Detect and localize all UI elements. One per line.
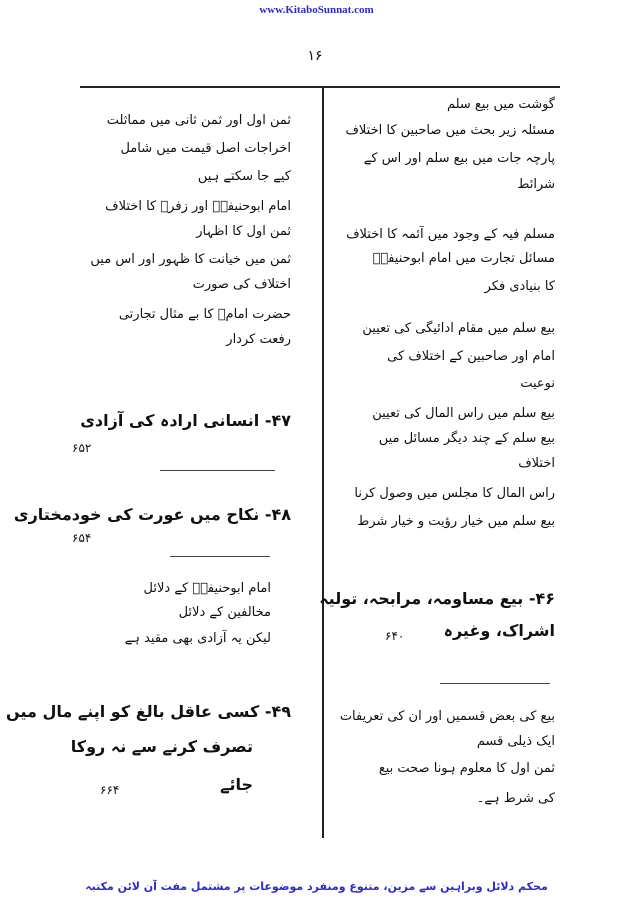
toc-entry: ایک ذیلی قسم	[476, 734, 555, 749]
toc-entry: مسائل تجارت میں امام ابوحنیفہؒ	[372, 251, 555, 266]
toc-entry: حضرت امامؒ کا بے مثال تجارتی	[118, 307, 291, 322]
chapter-49-page: ۶۶۴	[100, 783, 120, 797]
toc-entry: بیع سلم میں راس المال کی تعیین	[372, 406, 555, 421]
toc-entry: مخالفین کے دلائل	[178, 605, 271, 620]
toc-entry: کیے جا سکتے ہیں	[197, 169, 291, 184]
toc-entry: بیع سلم میں مقام ادائیگی کی تعیین	[362, 321, 555, 336]
toc-entry: اختلاف کی صورت	[192, 277, 291, 292]
chapter-48-page: ۶۵۴	[72, 531, 92, 545]
toc-entry: مسئلہ زیر بحث میں صاحبین کا اختلاف	[345, 123, 555, 138]
toc-entry: ثمن اول کا معلوم ہونا صحت بیع	[378, 761, 555, 776]
chapter-47-page: ۶۵۲	[72, 441, 92, 455]
toc-entry: ثمن میں خیانت کا ظہور اور اس میں	[90, 252, 291, 267]
toc-entry: مسلم فیہ کے وجود میں آئمہ کا اختلاف	[346, 227, 555, 242]
toc-entry: لیکن یہ آزادی بھی مقید ہے	[124, 631, 271, 646]
column-divider	[322, 86, 324, 838]
toc-entry: رفعت کردار	[226, 332, 291, 347]
chapter-46-title: ۴۶- بیع مساومہ، مرابحہ، تولیہ	[319, 589, 555, 608]
toc-entry: نوعیت	[520, 376, 555, 391]
toc-entry: اخراجات اصل قیمت میں شامل	[120, 141, 291, 156]
toc-entry: ثمن اول اور ثمن ثانی میں مماثلت	[106, 113, 291, 128]
chapter-46-title-cont: اشراک، وغیرہ	[443, 621, 555, 640]
toc-entry: بیع کی بعض قسمیں اور ان کی تعریفات	[339, 709, 555, 724]
chapter-48-title: ۴۸- نکاح میں عورت کی خودمختاری	[13, 505, 291, 524]
separator	[440, 683, 550, 684]
separator	[160, 470, 275, 471]
chapter-49-title: ۴۹- کسی عاقل بالغ کو اپنے مال میں	[6, 702, 291, 721]
toc-entry: شرائط	[517, 177, 555, 192]
toc-entry: گوشت میں بیع سلم	[446, 97, 555, 112]
site-url: www.KitaboSunnat.com	[259, 4, 374, 16]
toc-entry: پارچہ جات میں بیع سلم اور اس کے	[363, 151, 555, 166]
toc-entry: امام ابوحنیفہؒ اور زفرؒ کا اختلاف	[105, 199, 291, 214]
toc-entry: اختلاف	[518, 456, 555, 471]
page-number: ۱۶	[307, 48, 323, 64]
top-rule	[80, 86, 560, 88]
chapter-47-title: ۴۷- انسانی ارادہ کی آزادی	[80, 411, 291, 430]
chapter-49-title-end: جائے	[220, 775, 253, 794]
toc-entry: کی شرط ہے۔	[476, 791, 555, 806]
toc-entry: ثمن اول کا اظہار	[196, 224, 291, 239]
separator	[170, 556, 270, 557]
toc-entry: کا بنیادی فکر	[484, 279, 555, 294]
chapter-46-page: ۶۴۰	[385, 629, 405, 643]
footer-banner: محکم دلائل وبراہین سے مزین، متنوع ومنفرد موضوعات پر مشتمل مفت آن لائن مکتبہ	[85, 880, 548, 893]
toc-entry: امام اور صاحبین کے اختلاف کی	[387, 349, 555, 364]
chapter-49-title-cont: تصرف کرنے سے نہ روکا	[70, 737, 253, 756]
toc-entry: راس المال کا مجلس میں وصول کرنا	[354, 486, 555, 501]
toc-entry: بیع سلم کے چند دیگر مسائل میں	[378, 431, 555, 446]
toc-entry: امام ابوحنیفہؒ کے دلائل	[143, 581, 271, 596]
toc-entry: بیع سلم میں خیار رؤیت و خیار شرط	[357, 514, 555, 529]
